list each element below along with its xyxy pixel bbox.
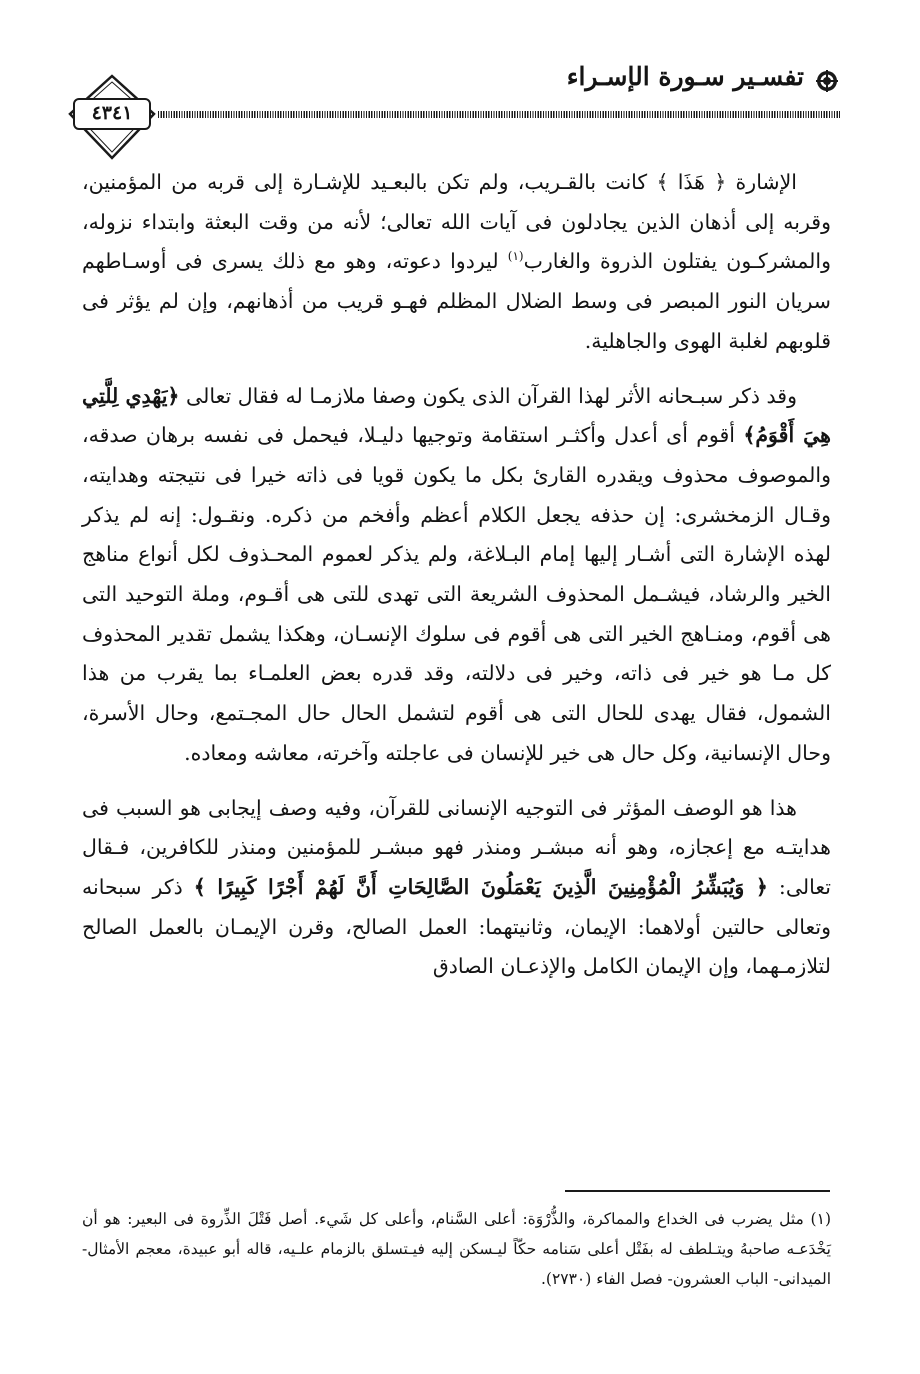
paragraph-3	[82, 789, 831, 988]
footnote-separator	[565, 1190, 830, 1192]
paragraph-1-tail: ليردوا دعوته، وهو مع ذلك يسرى فى أوسـاطهم سريان النور المبصر فى وسط الضلال المظلم فهـو قريب من أذهانهم، وإن لم يؤثر فى قلوبهم لغلبة الهوى والجاهلية.	[82, 249, 831, 353]
page-number-badge	[66, 72, 158, 162]
page-header	[60, 56, 840, 176]
quran-verse: ﴿يَهْدِي لِلَّتِي هِيَ أَقْوَمُ﴾	[82, 383, 831, 448]
running-title: تفسـير سـورة الإسـراء	[566, 62, 804, 91]
header-rule	[158, 111, 840, 118]
paragraph-2	[82, 377, 831, 774]
main-text	[82, 163, 831, 987]
paragraph-2-text: أقوم أى أعدل وأكثـر استقامة وتوجيها دليـلا، فيحمل فى نفسه برهان صدقه، والموصوف محذوف ويقدره القارئ بكل ما يكون قويا فى ذاته خيرا فى نتيجته وهدايته، وقـال الزمخشرى: إن حذفه يجعل الكلام أعظم وأفخم من ذكره. ونقـول: إنه لم يذكر لهذه الإشارة التى أشـار إليها إمام البـلاغة، ولم يذكر لعموم المحـذوف لكل أنواع مناهج الخير والرشاد، فيشـمل المحذوف الشريعة التى تهدى للتى هى أقـوم، وملة التوحيد التى هى أقوم، ومنـاهج الخير التى هى أقوم فى سلوك الإنسـان، وهكذا يشمل تقدير المحذوف كل مـا هو خير فى ذاته، وخير فى دلالته، وقد قدره بعض العلمـاء بما يقرب من هذا الشمول، فقال يهدى للحال التى هى أقوم لتشمل الحال حال المجـتمع، وحال الأسرة، وحال الإنسانية، وكل حال هى خير للإنسان فى عاجلته وآخرته، معاشه ومعاده.	[82, 423, 831, 765]
paragraph-3-intro: هذا هو الوصف المؤثر فى التوجيه الإنسانى للقرآن، وفيه وصف إيجابى هو السبب فى هدايتـه مع إعجازه، وهو أنه مبشـر ومنذر فهو مبشـر للمؤمنين ومنذر للكافرين، فـقال تعالى:	[82, 795, 831, 899]
footnote-reference: (١)	[507, 249, 524, 264]
paragraph-1-text: الإشارة ﴿ هَذَا ﴾ كانت بالقـريب، ولم تكن بالبعـيد للإشـارة إلى قربه من المؤمنين، وقربه إلى أذهان الذين يجادلون فى آيات الله تعالى؛ لأنه من وقت البعثة وابتداء نزوله، والمشركـون يفتلون الذروة والغارب	[82, 170, 831, 274]
page-number: ٤٣٤١	[91, 102, 133, 124]
footnote: (١) مثل يضرب فى الخداع والمماكرة، والذُّرْوَة: أعلى السَّنام، وأعلى كل شَيء. أصل فَتْلَ الذِّروة فى البعير: هو أن يَخْدَعـه صاحبهُ ويتـلطف له بفَتْل أعلى سَنامه حكّاً ليـسكن إليه فيـتسلق بالزمام علـيه، قاله أبو عبيدة، معجم الأمثال- الميدانى- الباب العشرون- فصل الفاء (٢٧٣٠).	[82, 1210, 831, 1288]
flower-ornament-icon	[816, 70, 838, 92]
paragraph-2-intro: وقد ذكر سبـحانه الأثر لهذا القرآن الذى يكون وصفا ملازمـا له فقال تعالى	[179, 383, 797, 408]
quran-verse: ﴿ وَيُبَشِّرُ الْمُؤْمِنِينَ الَّذِينَ يَعْمَلُونَ الصَّالِحَاتِ أَنَّ لَهُمْ أَجْرًا كَبِيرًا ﴾	[193, 874, 768, 899]
paragraph-1	[82, 163, 831, 362]
paragraph-3-text: ذكر سبحانه وتعالى حالتين أولاهما: الإيمان، وثانيتهما: العمل الصالح، وقرن الإيمـان بالعمل الصالح لتلازمـهما، وإن الإيمان الكامل والإذعـان الصادق	[82, 874, 831, 979]
